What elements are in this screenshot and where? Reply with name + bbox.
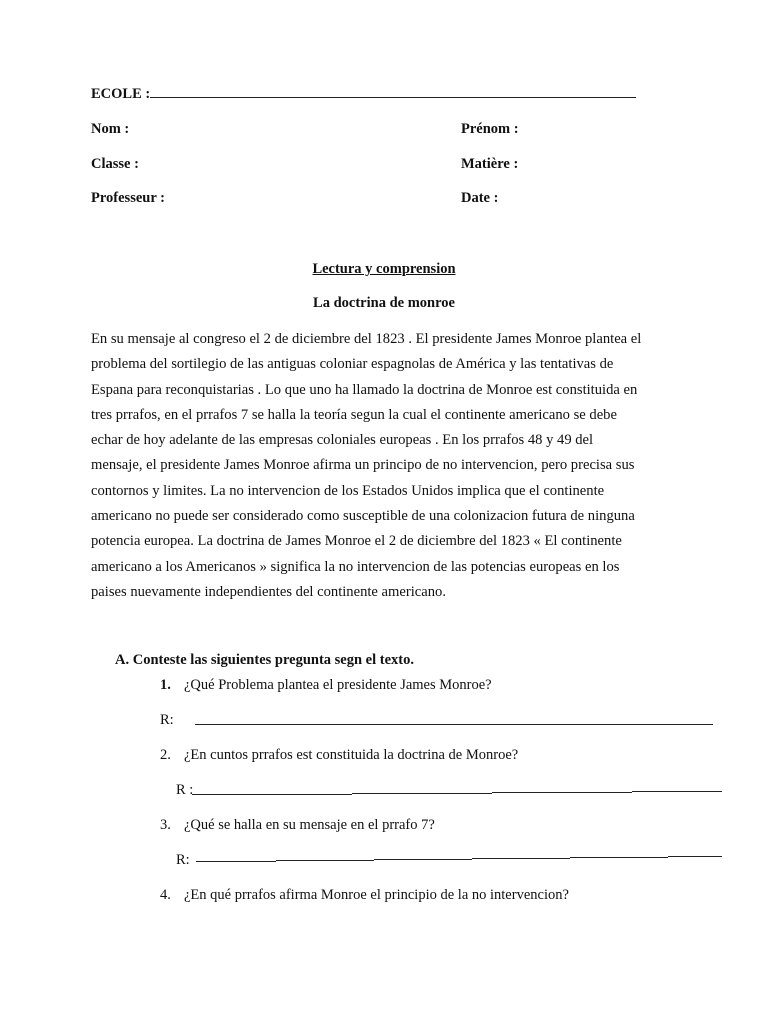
answer-line[interactable] [196,861,276,862]
passage-line: Espana para reconquistarias . Lo que uno ha llamado la doctrina de Monroe est constituida en [91,381,638,398]
text-title: La doctrina de monroe [313,295,455,311]
passage-line: potencia europea. La doctrina de James Monroe el 2 de diciembre del 1823 « El continente [91,533,622,550]
passage-line: echar de hoy adelante de las empresas coloniales europeas . En los prrafos 48 y 49 del [91,432,594,449]
ecole-label: ECOLE : [91,86,151,102]
question-text: ¿Qué se halla en su mensaje en el prrafo 7? [184,817,435,833]
matiere-label: Matière : [461,156,519,172]
question-number: 4. [160,887,171,903]
question-number: 3. [160,817,171,833]
question-text: ¿Qué Problema plantea el presidente James Monroe? [184,677,492,693]
passage-line: contornos y limites. La no intervencion de los Estados Unidos implica que el continente [91,482,605,499]
answer-label: R: [176,852,190,868]
question-text: ¿En qué prrafos afirma Monroe el principio de la no intervencion? [184,887,569,903]
prenom-label: Prénom : [461,121,519,137]
nom-label: Nom : [91,121,130,137]
passage-line: problema del sortilegio de las antiguas coloniar espagnolas de América y las tentativas de [91,356,614,373]
question-text: ¿En cuntos prrafos est constituida la doctrina de Monroe? [184,747,519,763]
passage-line: tres prrafos, en el prrafos 7 se halla la teoría segun la cual el continente americano se debe [91,406,617,423]
section-title: Lectura y comprension [312,261,456,277]
answer-line[interactable] [352,793,492,794]
passage-line: paises nuevamente independientes del continente americano. [91,583,446,600]
answer-line[interactable] [472,858,570,859]
answer-line[interactable] [570,857,668,858]
classe-label: Classe : [91,156,139,172]
question-number: 2. [160,747,171,763]
answer-line[interactable] [632,791,722,792]
answer-line[interactable] [195,724,713,725]
answer-line[interactable] [668,856,722,857]
answer-line[interactable] [374,859,472,860]
reading-passage [91,327,691,605]
passage-line: En su mensaje al congreso el 2 de diciembre del 1823 . El presidente James Monroe plantea el [91,331,642,347]
answer-label: R : [176,782,194,798]
ecole-underline [150,97,636,98]
passage-line: mensaje, el presidente James Monroe afirma un principo de no intervencion, pero precisa sus [91,457,635,474]
passage-line: americano no puede ser considerado como susceptible de una colonizacion futura de ninguna [91,508,635,525]
answer-line[interactable] [492,792,632,793]
exercise-heading: A. Conteste las siguientes pregunta segn el texto. [115,652,414,668]
answer-line[interactable] [192,794,352,795]
answer-line[interactable] [276,860,374,861]
professeur-label: Professeur : [91,190,165,206]
question-number: 1. [160,677,171,693]
passage-line: americano a los Americanos » significa la no intervencion de las potencias europeas en los [91,558,620,575]
date-label: Date : [461,190,499,206]
answer-label: R: [160,712,174,728]
